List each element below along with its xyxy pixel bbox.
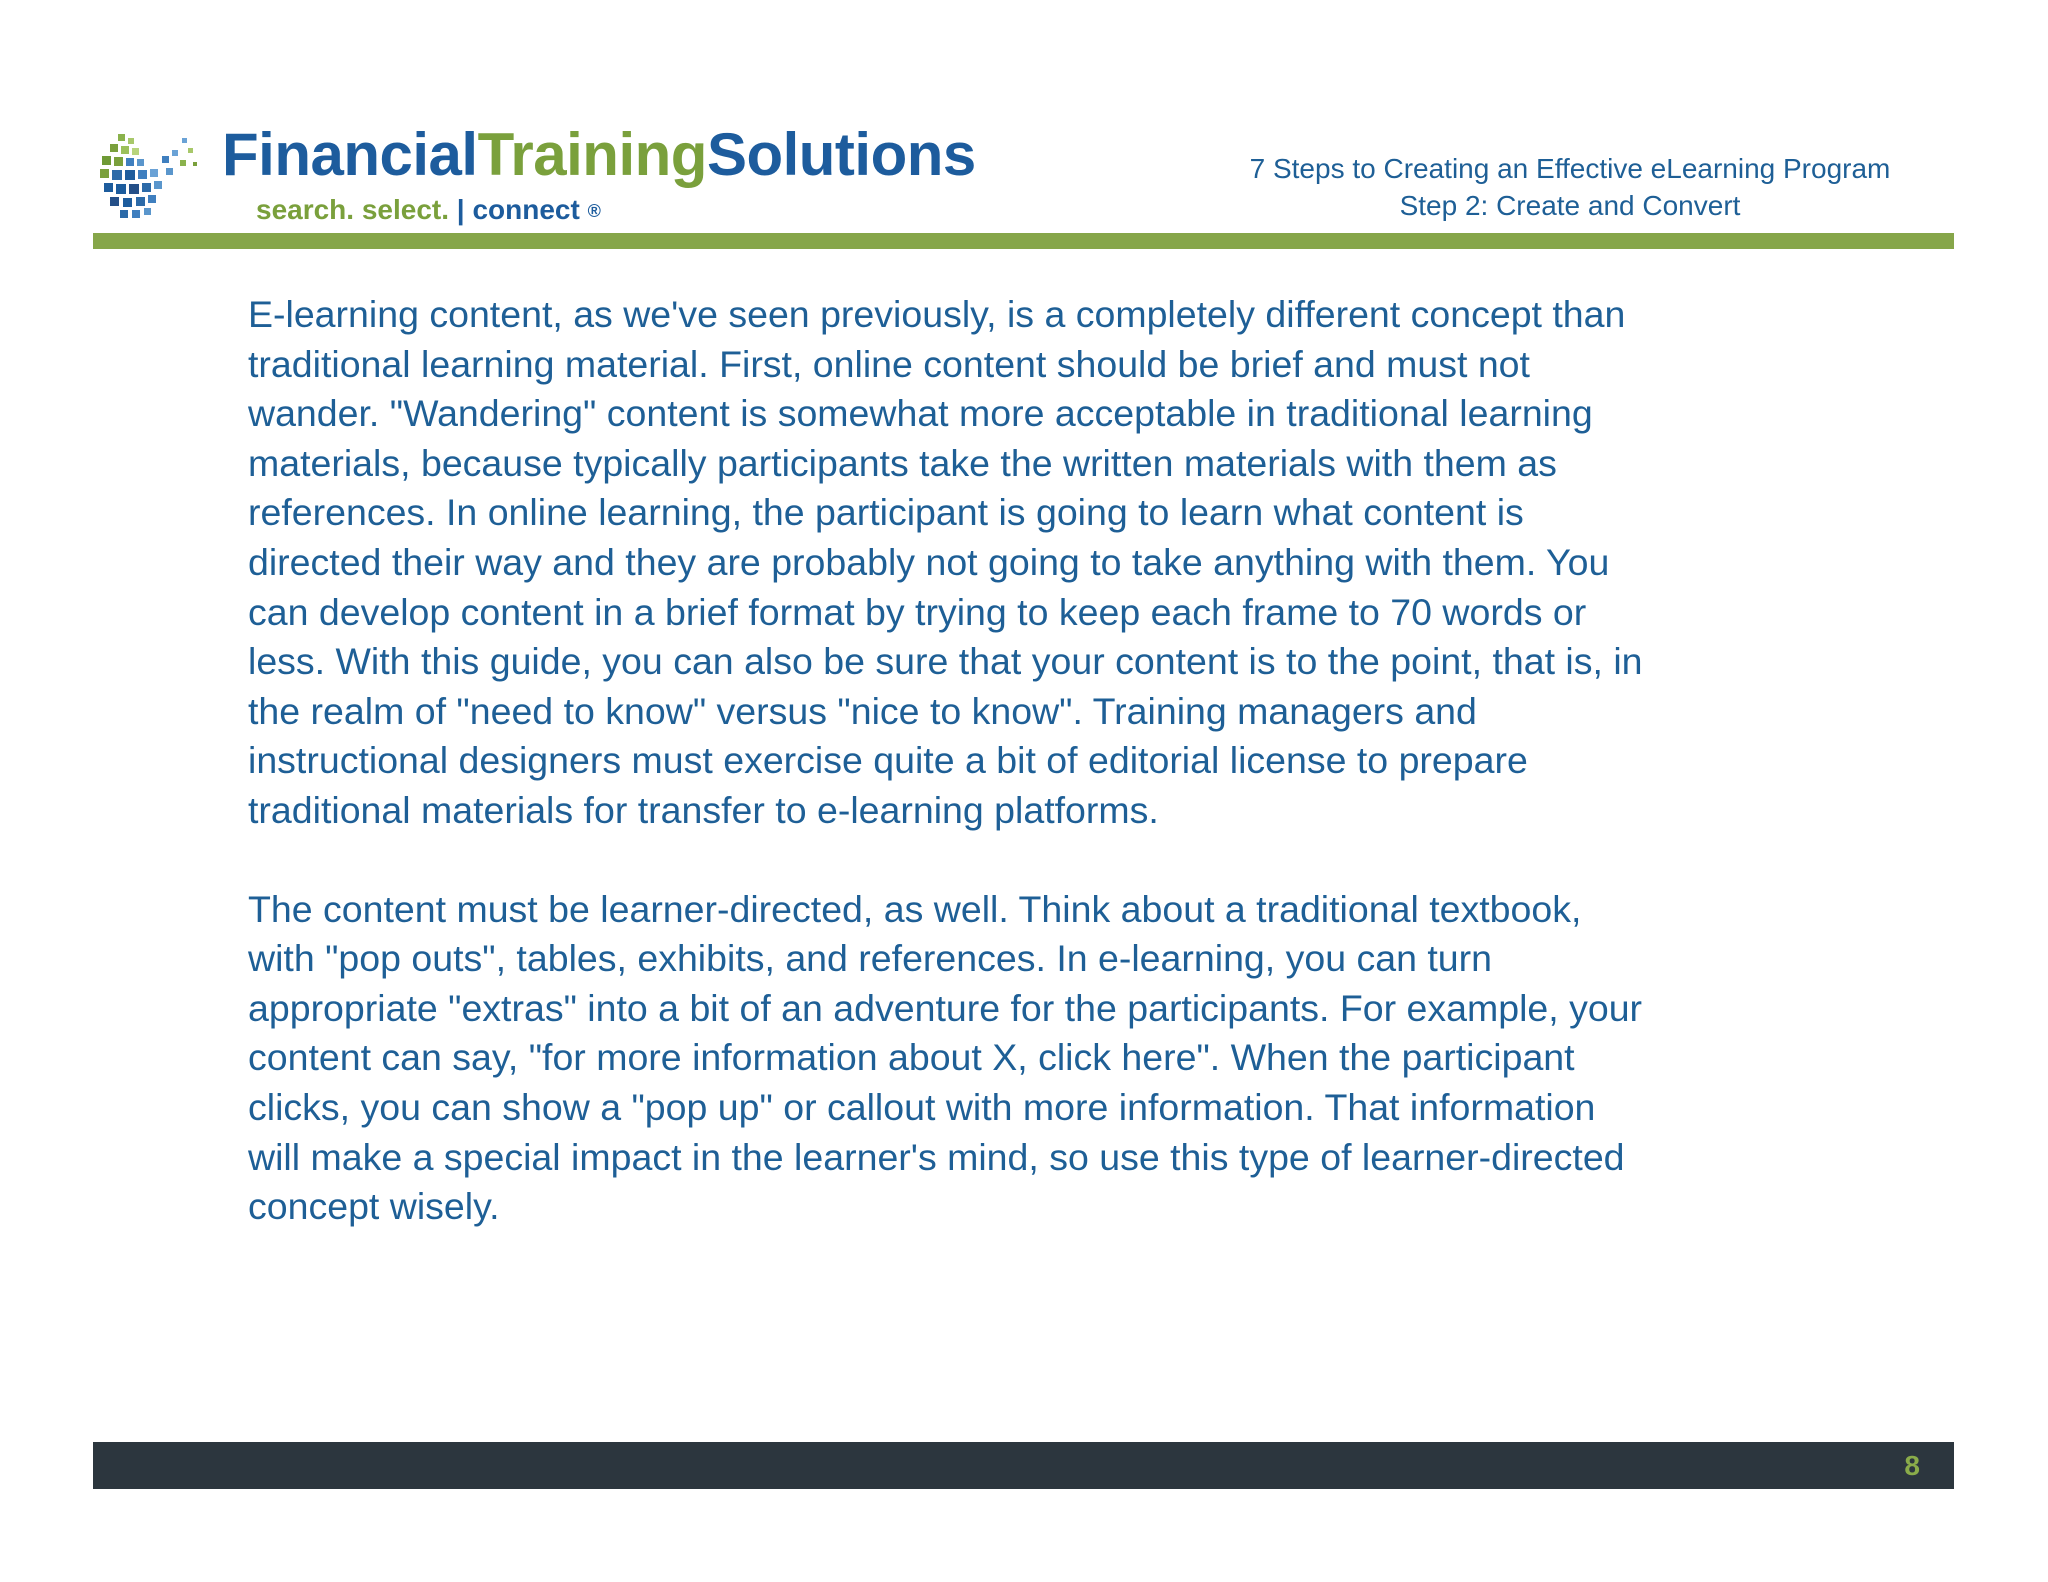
footer-bar (93, 1442, 1954, 1489)
body-content (248, 290, 1808, 1232)
logo-wordmark (222, 122, 976, 188)
header-divider (93, 233, 1954, 249)
page-number: 8 (1904, 1450, 1920, 1481)
logo-tagline (256, 194, 601, 226)
logo-tagline-separator: | (449, 194, 473, 225)
document-header (1180, 150, 1960, 224)
logo-name-training: Training (477, 121, 707, 188)
logo-name-financial: Financial (222, 121, 478, 188)
document-title: 7 Steps to Creating an Effective eLearning Program (1249, 153, 1891, 184)
company-logo (96, 121, 1056, 228)
body-paragraph-1: E-learning content, as we've seen previously, is a completely different concept than traditional learning material. First, online content should be brief and must not wander. "Wandering" content is somewhat more acceptable in traditional learning materials, because typically participants take the written materials with them as references. In online learning, the participant is going to learn what content is directed their way and they are probably not going to take anything with them. You can develop content in a brief format by trying to keep each frame to 70 words or less. With this guide, you can also be sure that your content is to the point, that is, in the realm of "need to know" versus "nice to know". Training managers and instructional designers must exercise quite a bit of editorial license to prepare traditional materials for transfer to e-learning platforms. (248, 293, 1643, 831)
logo-tagline-connect: connect (472, 194, 580, 225)
document-subtitle: Step 2: Create and Convert (1399, 190, 1741, 221)
body-paragraph-2: The content must be learner-directed, as well. Think about a traditional textbook, with "pop outs", tables, exhibits, and references. In e-learning, you can turn appropriate "extras" into a bit of an adventure for the participants. For example, your content can say, "for more information about X, click here". When the participant clicks, you can show a "pop up" or callout with more information. That information will make a special impact in the learner's mind, so use this type of learner-directed concept wisely. (248, 887, 1643, 1228)
logo-name-solutions: Solutions (706, 121, 976, 188)
globe-logo-icon (96, 128, 206, 228)
registered-mark-icon: ® (587, 201, 601, 222)
logo-tagline-search-select: search. select. (256, 194, 450, 225)
